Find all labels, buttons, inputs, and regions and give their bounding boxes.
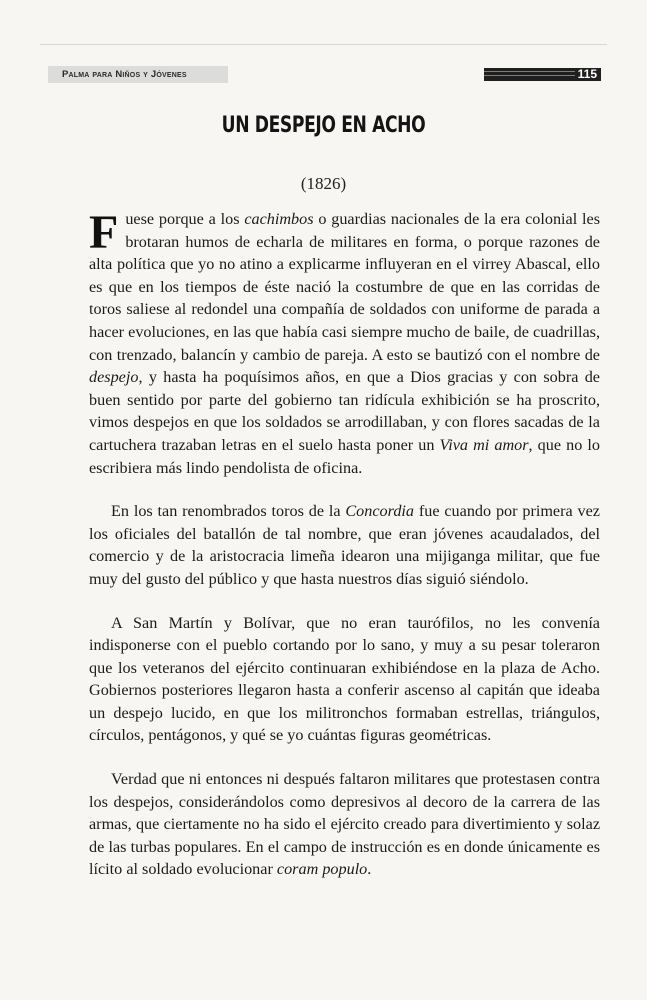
bar-stripe <box>484 71 575 72</box>
paragraph-2 <box>89 500 600 590</box>
paragraph-text: Verdad que ni entonces ni después faltaron militares que protestasen contra los despejos, considerándolos como depresivos al decoro de la carrera de las armas, que ciertamente no ha sido el ejército creado para divertimiento y solaz de las turbas populares. En el campo de instrucción es en donde únicamente es lícito al soldado evolucionar <box>89 770 600 879</box>
drop-cap: F <box>89 206 119 259</box>
paragraph-1 <box>89 208 600 479</box>
page-number: 115 <box>577 67 597 81</box>
paragraph-4 <box>89 768 600 881</box>
italic-term: cachimbos <box>244 210 314 228</box>
italic-term: Concordia <box>345 502 415 521</box>
running-head: Palma para Niños y Jóvenes <box>48 66 228 83</box>
page-edge-line <box>40 44 607 45</box>
italic-term: coram populo <box>276 860 368 879</box>
bar-stripe <box>484 75 575 76</box>
paragraph-text: fue cuando por primera vez los oficiales del batallón de tal nombre, que eran jóvenes acaudalados, del comercio y de la aristocracia limeña idearon una mijiganga militar, que fue muy del gusto del público y que hasta nuestros días siguió siéndolo. <box>89 502 600 588</box>
paragraph-text: o guardias nacionales de la era colonial les brotaran humos de echarla de militares en forma, o porque razones de alta política que yo no atino a explicarme influyeran en el virrey Abascal, ello es que en los tiempos de éste nació la costumbre de que en las corridas de toros saliese al redondel una compañía de soldados con uniforme de parada a hacer evoluciones, en las que había casi siempre mucho de baile, de cuadrillas, con trenzado, balancín y cambio de pareja. A esto se bautizó con el nombre de <box>89 210 601 364</box>
paragraph-text: , que no lo escribiera más lindo pendolista de oficina. <box>89 435 601 477</box>
italic-term: Viva mi amor <box>439 435 529 454</box>
paragraph-text: uese porque a los <box>125 210 245 228</box>
paragraph-text: , y hasta ha poquísimos años, en que a Dios gracias y con sobra de buen sentido por parte del gobierno tan ridícula exhibición se ha proscrito, vimos despejos en que los soldados se arrodillaban, y con flores sacadas de la cartuchera trazaban letras en el suelo hasta poner un <box>89 368 600 454</box>
paragraph-text: . <box>367 860 372 879</box>
paragraph-text: A San Martín y Bolívar, que no eran taurófilos, no les convenía indisponerse con el pueblo cortando por lo sano, y muy a su pesar toleraron que los veteranos del ejército continuaran exhibiéndose en la plaza de Acho. Gobiernos posteriores llegaron hasta a conferir ascenso al capitán que ideaba un despejo lucido, en que los militronchos formaban estrellas, triángulos, círculos, pentágonos, y qué se yo cuántas figuras geométricas. <box>89 613 600 745</box>
article-year: (1826) <box>300 174 347 193</box>
paragraph-3 <box>89 612 600 748</box>
article-title: UN DESPEJO EN ACHO <box>221 113 426 138</box>
italic-term: despejo <box>89 368 139 387</box>
page-number-bar <box>484 68 601 81</box>
paragraph-text: En los tan renombrados toros de la <box>111 502 346 521</box>
article-body <box>89 208 600 902</box>
